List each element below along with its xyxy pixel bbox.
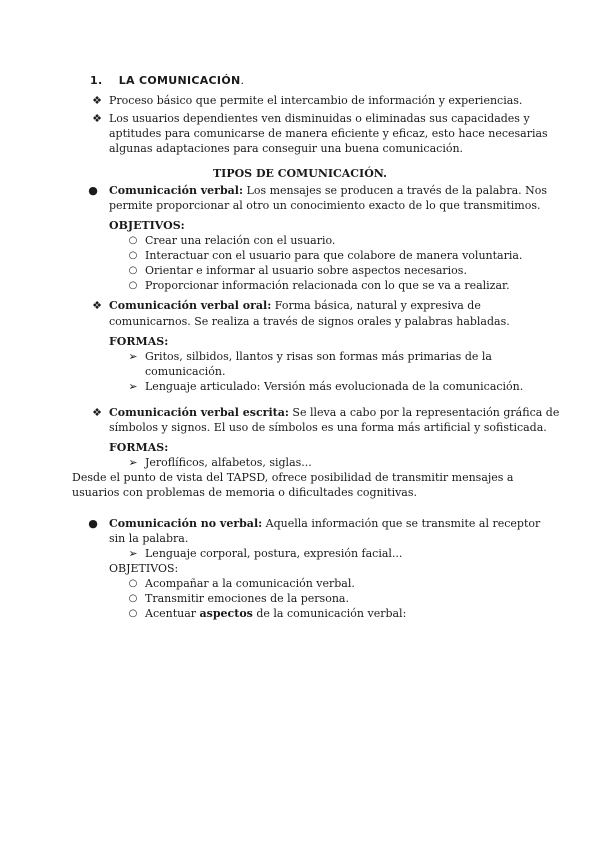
section-title [90,73,244,88]
diamond-bullet-icon: ❖ [92,299,102,312]
section-title-trail: . [240,74,245,87]
written-label: Comunicación verbal escrita: [109,406,289,419]
oral-forms-label: FORMAS: [109,335,169,348]
written-note-line-2: usuarios con problemas de memoria o dificultades cognitivas. [72,486,418,499]
verbal-objectives-label: OBJETIVOS: [109,219,185,232]
oral-line-1 [109,298,481,313]
verbal-label: Comunicación verbal: [109,184,244,197]
intro-item-1: Proceso básico que permite el intercambio de información y experiencias. [109,94,523,107]
verbal-objective-4: Proporcionar información relacionada con lo que se va a realizar. [145,279,510,292]
nonverbal-line-2: sin la palabra. [109,532,189,545]
oral-form-1-line-1: Gritos, silbidos, llantos y risas son formas más primarias de la [145,350,492,363]
verbal-objective-2: Interactuar con el usuario para que colabore de manera voluntaria. [145,249,523,262]
circle-bullet-icon: ○ [128,280,138,291]
arrow-bullet-icon: ➢ [128,350,138,363]
section-number: 1. [90,74,103,87]
oral-line-2: comunicarnos. Se realiza a través de signos orales y palabras habladas. [109,315,510,328]
verbal-text-1: Los mensajes se producen a través de la palabra. Nos [243,184,548,197]
diamond-bullet-icon: ❖ [92,94,102,107]
nonverbal-form-1: Lenguaje corporal, postura, expresión facial... [145,547,403,560]
written-form-1: Jeroflíficos, alfabetos, siglas... [145,456,312,469]
section-title-text: LA COMUNICACIÓN [118,74,241,87]
intro-item-2-line-3: algunas adaptaciones para conseguir una buena comunicación. [109,142,464,155]
written-forms-label: FORMAS: [109,441,169,454]
diamond-bullet-icon: ❖ [92,112,102,125]
circle-bullet-icon: ○ [128,593,138,604]
verbal-objective-3: Orientar e informar al usuario sobre aspectos necesarios. [145,264,467,277]
written-line-1 [109,405,559,420]
nonverbal-label: Comunicación no verbal: [109,517,263,530]
written-text-1: Se lleva a cabo por la representación gráfica de [288,406,560,419]
circle-bullet-icon: ○ [128,235,138,246]
oral-label: Comunicación verbal oral: [109,299,272,312]
nonverbal-line-1 [109,516,540,531]
nonverbal-objective-1: Acompañar a la comunicación verbal. [145,577,355,590]
circle-bullet-icon: ○ [128,608,138,619]
oral-form-1-line-2: comunicación. [145,365,226,378]
nonverbal-objective-3-pre: Acentuar [145,607,200,620]
nonverbal-objectives-label: OBJETIVOS: [109,562,179,575]
verbal-line-2: permite proporcionar al otro un conocimiento exacto de lo que transmitimos. [109,199,541,212]
nonverbal-text-1: Aquella información que se transmite al receptor [262,517,541,530]
verbal-line-1 [109,183,547,198]
arrow-bullet-icon: ➢ [128,380,138,393]
written-note-line-1: Desde el punto de vista del TAPSD, ofrece posibilidad de transmitir mensajes a [72,471,514,484]
intro-item-2-line-1: Los usuarios dependientes ven disminuidas o eliminadas sus capacidades y [109,112,530,125]
diamond-bullet-icon: ❖ [92,406,102,419]
disc-bullet-icon: ● [88,184,98,197]
nonverbal-objective-3-post: de la comunicación verbal: [252,607,407,620]
nonverbal-objective-3 [145,606,406,621]
nonverbal-objective-3-bold: aspectos [199,607,253,620]
oral-text-1: Forma básica, natural y expresiva de [271,299,481,312]
arrow-bullet-icon: ➢ [128,456,138,469]
nonverbal-objective-2: Transmitir emociones de la persona. [145,592,349,605]
verbal-objective-1: Crear una relación con el usuario. [145,234,336,247]
circle-bullet-icon: ○ [128,265,138,276]
disc-bullet-icon: ● [88,517,98,530]
circle-bullet-icon: ○ [128,250,138,261]
written-line-2: símbolos y signos. El uso de símbolos es una forma más artificial y sofisticada. [109,421,547,434]
circle-bullet-icon: ○ [128,578,138,589]
oral-form-2: Lenguaje articulado: Versión más evolucionada de la comunicación. [145,380,524,393]
arrow-bullet-icon: ➢ [128,547,138,560]
types-heading: TIPOS DE COMUNICACIÓN. [213,167,387,180]
intro-item-2-line-2: aptitudes para comunicarse de manera eficiente y eficaz, esto hace necesarias [109,127,548,140]
